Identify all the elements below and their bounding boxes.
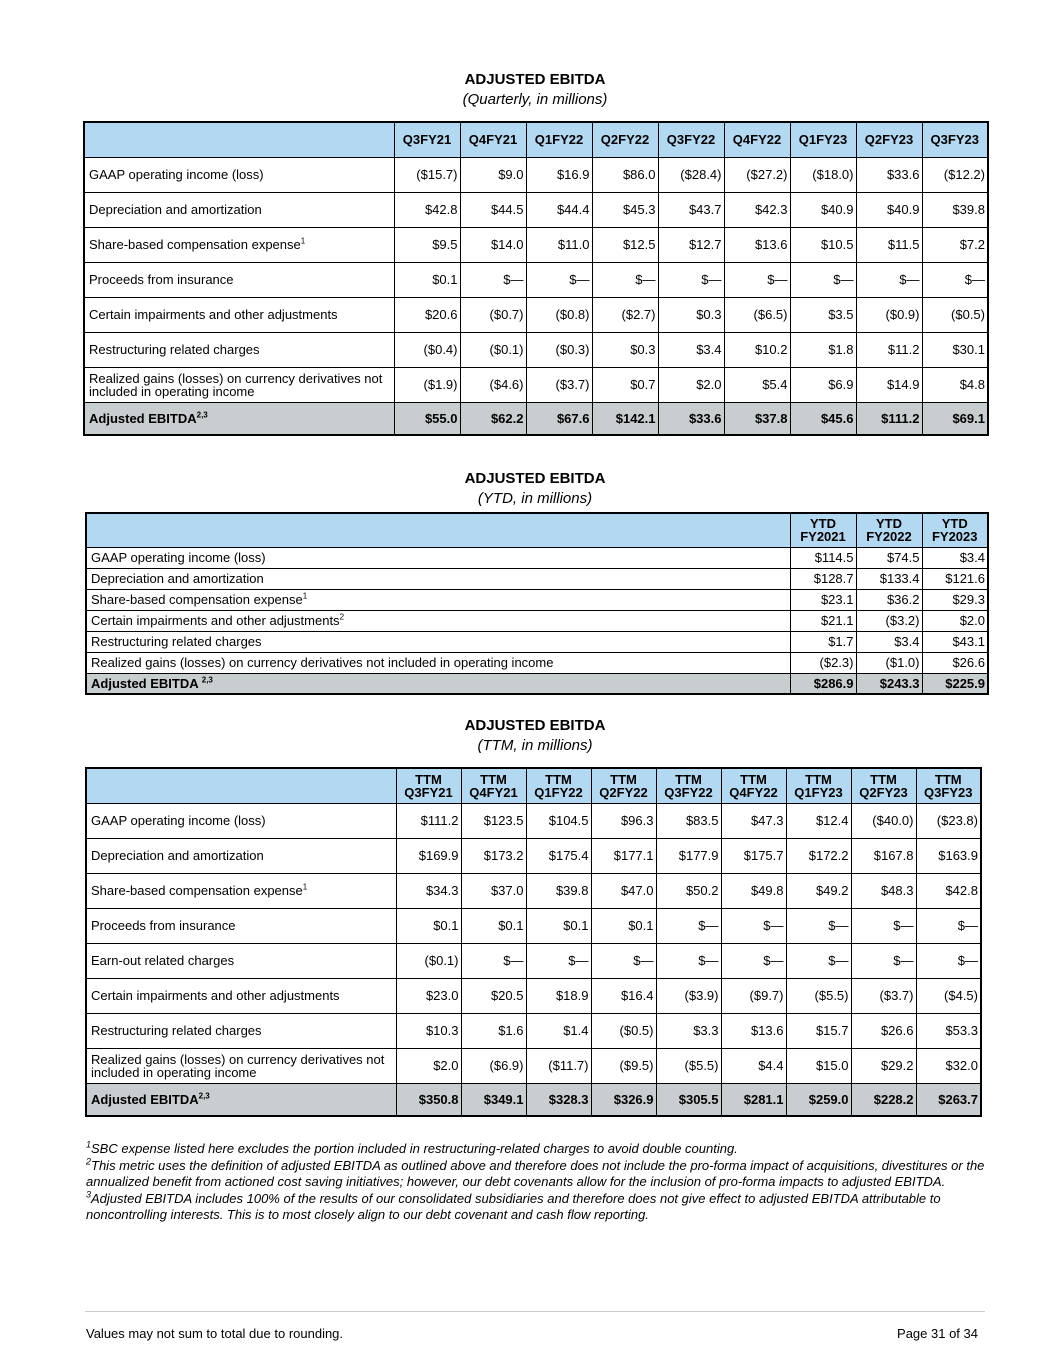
- quarterly-cell: $9.5: [394, 227, 460, 262]
- quarterly-row-label: Restructuring related charges: [84, 332, 394, 367]
- ttm-cell: $0.1: [461, 908, 526, 943]
- quarterly-cell: $11.5: [856, 227, 922, 262]
- quarterly-cell: $14.9: [856, 367, 922, 402]
- quarterly-cell: $10.5: [790, 227, 856, 262]
- page-number: Page 31 of 34: [897, 1326, 978, 1341]
- quarterly-row: [84, 157, 988, 192]
- ttm-row: [86, 803, 981, 838]
- ttm-header-row: [86, 768, 981, 803]
- quarterly-total-label: Adjusted EBITDA$^{2,3}$: [84, 402, 394, 435]
- ttm-cell: ($9.5): [591, 1048, 656, 1083]
- ttm-cell: $49.8: [721, 873, 786, 908]
- ttm-cell: $1.6: [461, 1013, 526, 1048]
- quarterly-total-cell: $33.6: [658, 402, 724, 435]
- quarterly-cell: $6.9: [790, 367, 856, 402]
- ytd-cell: $36.2: [856, 589, 922, 610]
- quarterly-total-cell: $142.1: [592, 402, 658, 435]
- ytd-cell: ($3.2): [856, 610, 922, 631]
- ttm-cell: ($5.5): [786, 978, 851, 1013]
- ttm-total-cell: $263.7: [916, 1083, 981, 1116]
- quarterly-cell: $—: [658, 262, 724, 297]
- ttm-row-label: Depreciation and amortization: [86, 838, 396, 873]
- quarterly-col-header: Q4FY21: [460, 122, 526, 157]
- quarterly-cell: ($3.7): [526, 367, 592, 402]
- ytd-row-label: Restructuring related charges: [86, 631, 790, 652]
- ytd-cell: $26.6: [922, 652, 988, 673]
- ttm-cell: $34.3: [396, 873, 461, 908]
- ytd-row: [86, 631, 988, 652]
- ytd-cell: $114.5: [790, 547, 856, 568]
- footnote: $^2$This metric uses the definition of adjusted EBITDA as outlined above and therefore does not include the pro-forma impact of acquisitions, divestitures or the annualized benefit from actioned cost saving initiatives; however, our debt covenants allow for the inclusion of pro-forma impacts to adjusted EBITDA.: [86, 1156, 985, 1190]
- ttm-cell: $2.0: [396, 1048, 461, 1083]
- ttm-row-label: Earn-out related charges: [86, 943, 396, 978]
- ytd-row-label: Share-based compensation expense$^1$: [86, 589, 790, 610]
- quarterly-cell: ($12.2): [922, 157, 988, 192]
- ttm-cell: ($4.5): [916, 978, 981, 1013]
- quarterly-col-header: Q3FY21: [394, 122, 460, 157]
- ttm-total-cell: $281.1: [721, 1083, 786, 1116]
- quarterly-cell: $45.3: [592, 192, 658, 227]
- ttm-cell: $37.0: [461, 873, 526, 908]
- ttm-cell: $47.0: [591, 873, 656, 908]
- ttm-col-header: TTM Q3FY22: [656, 768, 721, 803]
- footnote-number: 2: [86, 1156, 92, 1167]
- ttm-cell: $15.7: [786, 1013, 851, 1048]
- quarterly-row-label: Proceeds from insurance: [84, 262, 394, 297]
- ytd-cell: ($2.3): [790, 652, 856, 673]
- ttm-cell: $—: [656, 943, 721, 978]
- quarterly-cell: ($0.9): [856, 297, 922, 332]
- ttm-cell: $177.1: [591, 838, 656, 873]
- ytd-total-label: Adjusted EBITDA $^{2,3}$: [86, 673, 790, 694]
- quarterly-cell: ($18.0): [790, 157, 856, 192]
- quarterly-cell: $—: [460, 262, 526, 297]
- ytd-col-header: YTD FY2022: [856, 513, 922, 547]
- quarterly-cell: $86.0: [592, 157, 658, 192]
- ytd-cell: $2.0: [922, 610, 988, 631]
- footnote-number: 3: [86, 1189, 92, 1200]
- ttm-row: [86, 943, 981, 978]
- quarterly-cell: $3.4: [658, 332, 724, 367]
- ttm-row-label: Proceeds from insurance: [86, 908, 396, 943]
- quarterly-cell: $5.4: [724, 367, 790, 402]
- footnote-ref: 2,3: [196, 410, 208, 420]
- ttm-cell: $42.8: [916, 873, 981, 908]
- quarterly-cell: $30.1: [922, 332, 988, 367]
- ttm-row: [86, 1048, 981, 1083]
- ytd-row-label: Depreciation and amortization: [86, 568, 790, 589]
- ttm-row-label: GAAP operating income (loss): [86, 803, 396, 838]
- ttm-total-row: [86, 1083, 981, 1116]
- ttm-row-label: Realized gains (losses) on currency derivatives not included in operating income: [86, 1048, 396, 1083]
- footnote-ref: 2,3: [201, 675, 213, 685]
- quarterly-row-label: Realized gains (losses) on currency derivatives not included in operating income: [84, 367, 394, 402]
- quarterly-header-row: [84, 122, 988, 157]
- quarterly-cell: ($1.9): [394, 367, 460, 402]
- quarterly-cell: ($15.7): [394, 157, 460, 192]
- ttm-cell: $32.0: [916, 1048, 981, 1083]
- quarterly-col-header: Q1FY22: [526, 122, 592, 157]
- quarterly-header-blank: [84, 122, 394, 157]
- quarterly-cell: $16.9: [526, 157, 592, 192]
- ytd-cell: $3.4: [856, 631, 922, 652]
- quarterly-table: [83, 121, 989, 436]
- ttm-cell: $167.8: [851, 838, 916, 873]
- quarterly-cell: $43.7: [658, 192, 724, 227]
- ttm-cell: $18.9: [526, 978, 591, 1013]
- ttm-row: [86, 873, 981, 908]
- quarterly-cell: ($27.2): [724, 157, 790, 192]
- quarterly-col-header: Q2FY22: [592, 122, 658, 157]
- ttm-cell: $83.5: [656, 803, 721, 838]
- ttm-total-cell: $259.0: [786, 1083, 851, 1116]
- ttm-cell: $—: [721, 943, 786, 978]
- quarterly-cell: $9.0: [460, 157, 526, 192]
- ytd-cell: $74.5: [856, 547, 922, 568]
- ttm-cell: ($0.5): [591, 1013, 656, 1048]
- quarterly-cell: ($0.5): [922, 297, 988, 332]
- quarterly-cell: $—: [922, 262, 988, 297]
- ttm-cell: $173.2: [461, 838, 526, 873]
- quarterly-cell: $0.3: [592, 332, 658, 367]
- ttm-cell: $96.3: [591, 803, 656, 838]
- ttm-total-cell: $305.5: [656, 1083, 721, 1116]
- ttm-cell: ($11.7): [526, 1048, 591, 1083]
- ytd-col-header: YTD FY2023: [922, 513, 988, 547]
- quarterly-cell: $39.8: [922, 192, 988, 227]
- quarterly-cell: $14.0: [460, 227, 526, 262]
- footnote: $^3$Adjusted EBITDA includes 100% of the results of our consolidated subsidiaries and therefore does not give effect to adjusted EBITDA attributable to noncontrolling interests. This is to most closely align to our debt covenant and cash flow reporting.: [86, 1189, 941, 1223]
- ttm-cell: $123.5: [461, 803, 526, 838]
- quarterly-cell: $—: [856, 262, 922, 297]
- ttm-cell: $0.1: [591, 908, 656, 943]
- footnote-ref: 1: [302, 591, 308, 601]
- ytd-cell: $121.6: [922, 568, 988, 589]
- ttm-col-header: TTM Q3FY21: [396, 768, 461, 803]
- ttm-cell: $—: [916, 943, 981, 978]
- ttm-cell: $1.4: [526, 1013, 591, 1048]
- quarterly-cell: $—: [724, 262, 790, 297]
- quarterly-cell: ($0.8): [526, 297, 592, 332]
- quarterly-col-header: Q3FY22: [658, 122, 724, 157]
- quarterly-cell: ($0.4): [394, 332, 460, 367]
- ttm-cell: $26.6: [851, 1013, 916, 1048]
- quarterly-cell: $12.7: [658, 227, 724, 262]
- footnote-ref: 2,3: [198, 1091, 210, 1101]
- ttm-row-label: Restructuring related charges: [86, 1013, 396, 1048]
- quarterly-cell: $0.7: [592, 367, 658, 402]
- quarterly-cell: $1.8: [790, 332, 856, 367]
- footnote: $^1$SBC expense listed here excludes the portion included in restructuring-related charges to avoid double counting.: [86, 1139, 738, 1156]
- ttm-cell: $—: [851, 908, 916, 943]
- ttm-row-label: Certain impairments and other adjustments: [86, 978, 396, 1013]
- quarterly-cell: $0.1: [394, 262, 460, 297]
- ttm-col-header: TTM Q3FY23: [916, 768, 981, 803]
- quarterly-cell: $11.0: [526, 227, 592, 262]
- quarterly-cell: $40.9: [856, 192, 922, 227]
- ttm-cell: $—: [786, 943, 851, 978]
- ttm-cell: $3.3: [656, 1013, 721, 1048]
- ttm-title: ADJUSTED EBITDA: [464, 717, 606, 734]
- quarterly-cell: $11.2: [856, 332, 922, 367]
- ttm-cell: $—: [786, 908, 851, 943]
- ttm-cell: $—: [721, 908, 786, 943]
- ttm-cell: $175.7: [721, 838, 786, 873]
- ttm-cell: $23.0: [396, 978, 461, 1013]
- quarterly-total-cell: $55.0: [394, 402, 460, 435]
- quarterly-title: ADJUSTED EBITDA: [464, 71, 606, 88]
- quarterly-total-cell: $111.2: [856, 402, 922, 435]
- ttm-col-header: TTM Q4FY21: [461, 768, 526, 803]
- ttm-total-cell: $228.2: [851, 1083, 916, 1116]
- ttm-cell: $—: [851, 943, 916, 978]
- ytd-cell: $133.4: [856, 568, 922, 589]
- ytd-table: [85, 512, 989, 695]
- ytd-cell: $3.4: [922, 547, 988, 568]
- ttm-row: [86, 838, 981, 873]
- ytd-row: [86, 652, 988, 673]
- footer-note: Values may not sum to total due to rounding.: [86, 1326, 344, 1341]
- quarterly-col-header: Q2FY23: [856, 122, 922, 157]
- ttm-cell: ($23.8): [916, 803, 981, 838]
- ytd-cell: $29.3: [922, 589, 988, 610]
- ttm-cell: $111.2: [396, 803, 461, 838]
- ttm-cell: $—: [591, 943, 656, 978]
- ttm-cell: $39.8: [526, 873, 591, 908]
- ttm-cell: $172.2: [786, 838, 851, 873]
- ttm-col-header: TTM Q1FY22: [526, 768, 591, 803]
- ttm-row: [86, 1013, 981, 1048]
- quarterly-total-cell: $67.6: [526, 402, 592, 435]
- ttm-cell: $—: [526, 943, 591, 978]
- quarterly-cell: ($0.3): [526, 332, 592, 367]
- ttm-cell: $—: [916, 908, 981, 943]
- quarterly-cell: $20.6: [394, 297, 460, 332]
- ytd-subtitle: (YTD, in millions): [477, 490, 593, 507]
- ttm-cell: $177.9: [656, 838, 721, 873]
- quarterly-col-header: Q3FY23: [922, 122, 988, 157]
- ttm-cell: ($3.7): [851, 978, 916, 1013]
- quarterly-row-label: GAAP operating income (loss): [84, 157, 394, 192]
- quarterly-cell: $40.9: [790, 192, 856, 227]
- quarterly-cell: $—: [790, 262, 856, 297]
- ttm-cell: $15.0: [786, 1048, 851, 1083]
- quarterly-cell: $2.0: [658, 367, 724, 402]
- ytd-row: [86, 589, 988, 610]
- quarterly-cell: ($4.6): [460, 367, 526, 402]
- quarterly-total-cell: $45.6: [790, 402, 856, 435]
- quarterly-row-label: Depreciation and amortization: [84, 192, 394, 227]
- ytd-total-cell: $225.9: [922, 673, 988, 694]
- ttm-col-header: TTM Q2FY23: [851, 768, 916, 803]
- quarterly-cell: ($6.5): [724, 297, 790, 332]
- ttm-cell: $163.9: [916, 838, 981, 873]
- ytd-total-row: [86, 673, 988, 694]
- ttm-cell: $47.3: [721, 803, 786, 838]
- ttm-cell: $169.9: [396, 838, 461, 873]
- ytd-col-header: YTD FY2021: [790, 513, 856, 547]
- footnote-ref: 1: [300, 236, 306, 246]
- quarterly-cell: $—: [526, 262, 592, 297]
- ttm-total-cell: $350.8: [396, 1083, 461, 1116]
- quarterly-row: [84, 297, 988, 332]
- ttm-subtitle: (TTM, in millions): [477, 737, 593, 754]
- ttm-cell: $—: [656, 908, 721, 943]
- quarterly-total-cell: $69.1: [922, 402, 988, 435]
- quarterly-cell: $13.6: [724, 227, 790, 262]
- ttm-cell: ($3.9): [656, 978, 721, 1013]
- ttm-cell: $12.4: [786, 803, 851, 838]
- ttm-cell: $50.2: [656, 873, 721, 908]
- quarterly-cell: $7.2: [922, 227, 988, 262]
- ytd-cell: $128.7: [790, 568, 856, 589]
- quarterly-subtitle: (Quarterly, in millions): [462, 91, 608, 108]
- ttm-cell: $0.1: [526, 908, 591, 943]
- quarterly-col-header: Q4FY22: [724, 122, 790, 157]
- quarterly-row: [84, 192, 988, 227]
- ytd-row-label: Certain impairments and other adjustments$^2$: [86, 610, 790, 631]
- quarterly-cell: $44.5: [460, 192, 526, 227]
- ttm-cell: $175.4: [526, 838, 591, 873]
- quarterly-cell: ($2.7): [592, 297, 658, 332]
- quarterly-row: [84, 227, 988, 262]
- ttm-cell: $53.3: [916, 1013, 981, 1048]
- footnote-number: 1: [86, 1139, 92, 1150]
- quarterly-row-label: Share-based compensation expense$^1$: [84, 227, 394, 262]
- ttm-total-label: Adjusted EBITDA$^{2,3}$: [86, 1083, 396, 1116]
- quarterly-cell: $42.8: [394, 192, 460, 227]
- ttm-total-cell: $328.3: [526, 1083, 591, 1116]
- ttm-cell: $29.2: [851, 1048, 916, 1083]
- ytd-header-row: [86, 513, 988, 547]
- ttm-cell: $48.3: [851, 873, 916, 908]
- quarterly-row: [84, 332, 988, 367]
- quarterly-cell: ($0.7): [460, 297, 526, 332]
- ttm-col-header: TTM Q2FY22: [591, 768, 656, 803]
- quarterly-cell: $44.4: [526, 192, 592, 227]
- ttm-cell: ($5.5): [656, 1048, 721, 1083]
- ytd-cell: $21.1: [790, 610, 856, 631]
- ytd-total-cell: $243.3: [856, 673, 922, 694]
- ytd-cell: $23.1: [790, 589, 856, 610]
- ttm-cell: ($9.7): [721, 978, 786, 1013]
- quarterly-cell: $—: [592, 262, 658, 297]
- ttm-cell: $10.3: [396, 1013, 461, 1048]
- quarterly-cell: ($28.4): [658, 157, 724, 192]
- ttm-cell: ($6.9): [461, 1048, 526, 1083]
- quarterly-row: [84, 262, 988, 297]
- quarterly-cell: $10.2: [724, 332, 790, 367]
- footnote-ref: 2: [339, 612, 345, 622]
- ttm-cell: $20.5: [461, 978, 526, 1013]
- ttm-cell: ($0.1): [396, 943, 461, 978]
- ttm-col-header: TTM Q1FY23: [786, 768, 851, 803]
- quarterly-cell: $33.6: [856, 157, 922, 192]
- ttm-header-blank: [86, 768, 396, 803]
- ytd-row: [86, 547, 988, 568]
- ytd-row-label: GAAP operating income (loss): [86, 547, 790, 568]
- quarterly-cell: $3.5: [790, 297, 856, 332]
- quarterly-total-cell: $37.8: [724, 402, 790, 435]
- quarterly-total-cell: $62.2: [460, 402, 526, 435]
- ytd-row-label: Realized gains (losses) on currency derivatives not included in operating income: [86, 652, 790, 673]
- ttm-table: [85, 767, 982, 1117]
- ttm-col-header: TTM Q4FY22: [721, 768, 786, 803]
- footer-divider: [85, 1311, 985, 1312]
- footnote-ref: 1: [302, 882, 308, 892]
- ytd-total-cell: $286.9: [790, 673, 856, 694]
- quarterly-total-row: [84, 402, 988, 435]
- ttm-total-cell: $349.1: [461, 1083, 526, 1116]
- ttm-cell: $49.2: [786, 873, 851, 908]
- quarterly-cell: $4.8: [922, 367, 988, 402]
- ttm-cell: $4.4: [721, 1048, 786, 1083]
- ttm-cell: ($40.0): [851, 803, 916, 838]
- ttm-cell: $104.5: [526, 803, 591, 838]
- quarterly-cell: $42.3: [724, 192, 790, 227]
- ytd-header-blank: [86, 513, 790, 547]
- ttm-cell: $—: [461, 943, 526, 978]
- ttm-row-label: Share-based compensation expense$^1$: [86, 873, 396, 908]
- quarterly-row-label: Certain impairments and other adjustments: [84, 297, 394, 332]
- ttm-row: [86, 908, 981, 943]
- ttm-total-cell: $326.9: [591, 1083, 656, 1116]
- footnotes: [86, 1141, 991, 1224]
- quarterly-col-header: Q1FY23: [790, 122, 856, 157]
- ytd-cell: ($1.0): [856, 652, 922, 673]
- ttm-cell: $16.4: [591, 978, 656, 1013]
- quarterly-cell: $0.3: [658, 297, 724, 332]
- ttm-cell: $0.1: [396, 908, 461, 943]
- ytd-cell: $1.7: [790, 631, 856, 652]
- ttm-row: [86, 978, 981, 1013]
- quarterly-row: [84, 367, 988, 402]
- quarterly-cell: $12.5: [592, 227, 658, 262]
- quarterly-cell: ($0.1): [460, 332, 526, 367]
- ttm-cell: $13.6: [721, 1013, 786, 1048]
- ytd-cell: $43.1: [922, 631, 988, 652]
- ytd-title: ADJUSTED EBITDA: [464, 470, 606, 487]
- ytd-row: [86, 568, 988, 589]
- ytd-row: [86, 610, 988, 631]
